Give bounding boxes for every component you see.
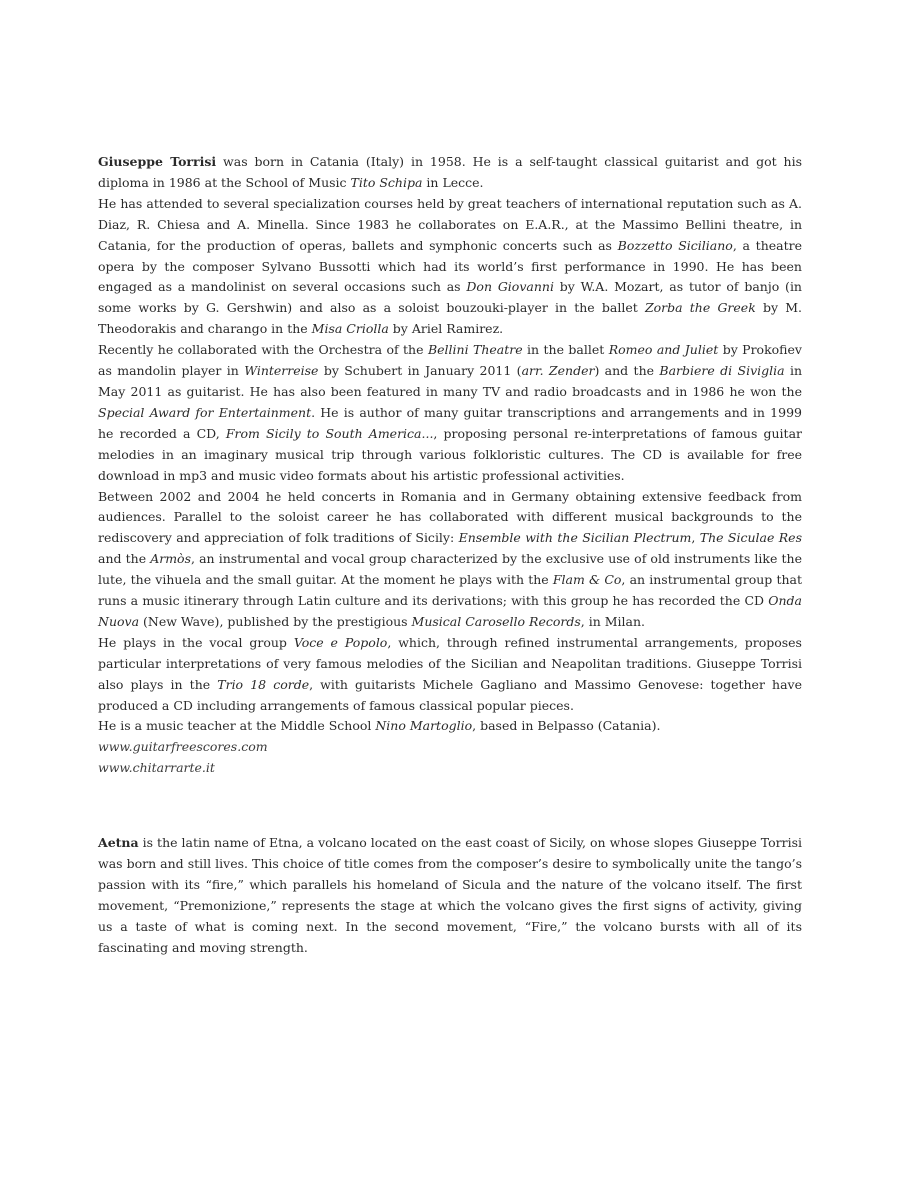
work-title: Misa Criolla bbox=[311, 321, 389, 337]
work-title: Zorba the Greek bbox=[644, 300, 756, 316]
text-run: in May 2011 as guitarist. He has also been featured in many TV and radio broadcasts and in 1986 he won the bbox=[98, 363, 802, 399]
work-title: Musical Carosello Records bbox=[411, 613, 581, 629]
biography-section bbox=[98, 152, 802, 779]
text-run: He is a music teacher at the Middle School bbox=[98, 718, 376, 734]
school-name: Nino Martoglio bbox=[375, 718, 473, 734]
bio-paragraph-6 bbox=[98, 716, 802, 737]
text-run: , an instrumental group that runs a music itinerary through Latin culture and its derivations; with this group he has recorded the CD bbox=[98, 572, 803, 609]
work-title: Armòs bbox=[150, 551, 191, 567]
work-title: Romeo and Juliet bbox=[608, 342, 719, 358]
work-title: Trio 18 corde bbox=[217, 676, 310, 692]
text-run: ) and the bbox=[594, 363, 660, 379]
text-run: Between 2002 and 2004 he held concerts in Romania and in Germany obtaining extensive feedback from audiences. Parallel to the soloist career he has collaborated with different musical backgrounds to the rediscovery and appreciation of folk traditions of Sicily: bbox=[98, 488, 802, 546]
work-title: Don Giovanni bbox=[466, 279, 554, 295]
work-title: Special Award for Entertainment bbox=[98, 404, 312, 420]
bio-paragraph-3 bbox=[98, 340, 802, 486]
text-run: Recently he collaborated with the Orchestra of the bbox=[98, 342, 428, 358]
text-run: by W.A. Mozart, as tutor of banjo (in some works by G. Gershwin) and also as a soloist bouzouki-player in the ballet bbox=[98, 279, 802, 316]
aetna-title: Aetna bbox=[98, 835, 139, 851]
work-title: Bozzetto Siciliano bbox=[617, 237, 733, 253]
website-link-guitarfreescores[interactable]: www.guitarfreescores.com bbox=[98, 739, 268, 755]
work-title: From Sicily to South America... bbox=[225, 425, 434, 441]
bio-paragraph-5 bbox=[98, 633, 802, 717]
work-title: Onda Nuova bbox=[98, 593, 802, 629]
text-run: , based in Belpasso (Catania). bbox=[472, 718, 661, 734]
text-run: , a theatre opera by the composer Sylvano Bussotti which had its world’s first performance in 1990. He has been engaged as a mandolinist on several occasions such as bbox=[98, 237, 802, 295]
work-title: Voce e Popolo bbox=[293, 634, 388, 650]
bio-name: Giuseppe Torrisi bbox=[98, 154, 217, 169]
school-name: Tito Schipa bbox=[350, 174, 423, 190]
document-page bbox=[98, 152, 802, 959]
text-run: in Lecce. bbox=[422, 174, 484, 190]
text-run: by Ariel Ramirez. bbox=[388, 321, 504, 337]
text-run: and the bbox=[98, 551, 151, 567]
text-run: He plays in the vocal group bbox=[98, 634, 294, 650]
text-run: by M. Theodorakis and charango in the bbox=[98, 300, 802, 337]
work-title: The Siculae Res bbox=[699, 530, 802, 546]
text-run: is the latin name of Etna, a volcano located on the east coast of Sicily, on whose slopes Giuseppe Torrisi was born and still lives. This choice of title comes from the composer’s desire to symbolically unite the tango’s passion with its “fire,” which parallels his homeland of Sicula and the nature of the volcano itself. The first movement, “Premonizione,” represents the stage at which the volcano gives the first signs of activity, giving us a taste of what is coming next. In the second movement, “Fire,” the volcano bursts with all of its fascinating and moving strength. bbox=[98, 835, 802, 955]
text-run: in the ballet bbox=[522, 342, 609, 358]
text-run: was born in Catania (Italy) in 1958. He is a self-taught classical guitarist and got his diploma in 1986 at the School of Music bbox=[98, 154, 802, 190]
text-run: , proposing personal re-interpretations of famous guitar melodies in an imaginary musical trip through various folkloristic cultures. The CD is available for free download in mp3 and music video formats about his artistic professional activities. bbox=[98, 425, 802, 483]
text-run: , with guitarists Michele Gagliano and Massimo Genovese: together have produced a CD including arrangements of famous classical popular pieces. bbox=[98, 676, 802, 713]
text-run: (New Wave), published by the prestigious bbox=[139, 613, 412, 629]
work-title: Flam & Co bbox=[552, 572, 622, 588]
work-title: arr. Zender bbox=[521, 363, 595, 379]
bio-paragraph-2 bbox=[98, 194, 802, 340]
text-run: . He is author of many guitar transcriptions and arrangements and in 1999 he recorded a CD, bbox=[98, 404, 802, 441]
text-run: by Schubert in January 2011 ( bbox=[318, 363, 522, 379]
work-title: Bellini Theatre bbox=[427, 342, 523, 358]
text-run: , in Milan. bbox=[580, 613, 646, 629]
aetna-paragraph bbox=[98, 833, 802, 958]
aetna-section bbox=[98, 833, 802, 958]
bio-paragraph-4 bbox=[98, 487, 802, 633]
text-run: by Prokofiev as mandolin player in bbox=[98, 342, 802, 379]
website-link-chitarrarte[interactable]: www.chitarrarte.it bbox=[98, 760, 215, 776]
text-run: He has attended to several specialization courses held by great teachers of international reputation such as A. Diaz, R. Chiesa and A. Minella. Since 1983 he collaborates on E.A.R., at the Massimo Bellini theatre, in Catania, for the production of operas, ballets and symphonic concerts such as bbox=[98, 195, 802, 253]
text-run: , bbox=[691, 530, 700, 546]
bio-paragraph-1 bbox=[98, 152, 802, 194]
work-title: Barbiere di Siviglia bbox=[659, 363, 785, 379]
text-run: , which, through refined instrumental arrangements, proposes particular interpretations of very famous melodies of the Sicilian and Neapolitan traditions. Giuseppe Torrisi also plays in the bbox=[98, 634, 802, 692]
work-title: Ensemble with the Sicilian Plectrum bbox=[458, 530, 692, 546]
work-title: Winterreise bbox=[244, 363, 319, 379]
text-run: , an instrumental and vocal group characterized by the exclusive use of old instruments like the lute, the vihuela and the small guitar. At the moment he plays with the bbox=[98, 551, 802, 588]
